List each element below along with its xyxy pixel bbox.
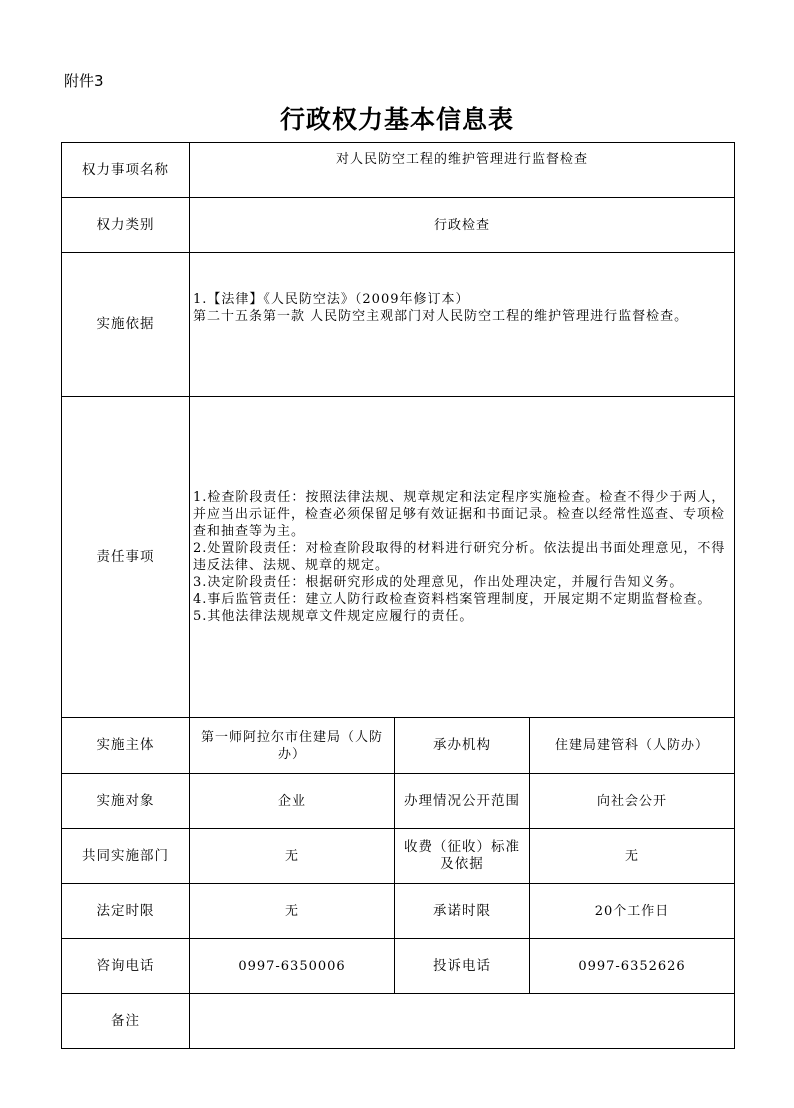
label-target: 实施对象 bbox=[62, 774, 190, 829]
row-phone bbox=[62, 939, 735, 994]
row-remark bbox=[62, 994, 735, 1049]
row-power-name bbox=[62, 143, 735, 198]
row-basis bbox=[62, 253, 735, 397]
value-basis bbox=[190, 253, 735, 397]
label-fee-standard: 收费（征收）标准及依据 bbox=[395, 829, 530, 884]
label-power-name: 权力事项名称 bbox=[62, 143, 190, 198]
value-handling-agency: 住建局建管科（人防办） bbox=[530, 718, 735, 774]
responsibility-line: 1.检查阶段责任：按照法律法规、规章规定和法定程序实施检查。检查不得少于两人，并应当出示证件，检查必须保留足够有效证据和书面记录。检查以经常性巡查、专项检查和抽查等为主。 bbox=[193, 490, 726, 539]
value-consult-phone: 0997-6350006 bbox=[190, 939, 395, 994]
label-responsibility: 责任事项 bbox=[62, 397, 190, 718]
basis-line: 第二十五条第一款 人民防空主观部门对人民防空工程的维护管理进行监督检查。 bbox=[193, 309, 689, 324]
label-joint-department: 共同实施部门 bbox=[62, 829, 190, 884]
row-subject bbox=[62, 718, 735, 774]
value-target: 企业 bbox=[190, 774, 395, 829]
value-subject: 第一师阿拉尔市住建局（人防办） bbox=[190, 718, 395, 774]
info-table bbox=[61, 142, 735, 1049]
responsibility-line: 4.事后监管责任：建立人防行政检查资料档案管理制度，开展定期不定期监督检查。 bbox=[193, 592, 712, 607]
row-joint bbox=[62, 829, 735, 884]
label-subject: 实施主体 bbox=[62, 718, 190, 774]
label-handling-agency: 承办机构 bbox=[395, 718, 530, 774]
value-disclosure-scope: 向社会公开 bbox=[530, 774, 735, 829]
value-legal-time-limit: 无 bbox=[190, 884, 395, 939]
label-consult-phone: 咨询电话 bbox=[62, 939, 190, 994]
value-remark bbox=[190, 994, 735, 1049]
responsibility-line: 3.决定阶段责任：根据研究形成的处理意见，作出处理决定，并履行告知义务。 bbox=[193, 575, 684, 590]
label-disclosure-scope: 办理情况公开范围 bbox=[395, 774, 530, 829]
value-power-category: 行政检查 bbox=[190, 198, 735, 253]
page-title: 行政权力基本信息表 bbox=[279, 105, 514, 134]
value-complaint-phone: 0997-6352626 bbox=[530, 939, 735, 994]
label-promised-time-limit: 承诺时限 bbox=[395, 884, 530, 939]
value-promised-time-limit: 20个工作日 bbox=[530, 884, 735, 939]
label-remark: 备注 bbox=[62, 994, 190, 1049]
value-joint-department: 无 bbox=[190, 829, 395, 884]
label-legal-time-limit: 法定时限 bbox=[62, 884, 190, 939]
label-complaint-phone: 投诉电话 bbox=[395, 939, 530, 994]
label-power-category: 权力类别 bbox=[62, 198, 190, 253]
row-responsibility bbox=[62, 397, 735, 718]
value-power-name: 对人民防空工程的维护管理进行监督检查 bbox=[190, 143, 735, 198]
row-power-category bbox=[62, 198, 735, 253]
row-target bbox=[62, 774, 735, 829]
responsibility-line: 2.处置阶段责任：对检查阶段取得的材料进行研究分析。依法提出书面处理意见，不得违反法律、法规、规章的规定。 bbox=[193, 541, 726, 573]
label-basis: 实施依据 bbox=[62, 253, 190, 397]
responsibility-line: 5.其他法律法规规章文件规定应履行的责任。 bbox=[193, 609, 474, 624]
value-responsibility bbox=[190, 397, 735, 718]
row-time-limit bbox=[62, 884, 735, 939]
basis-line: 1.【法律】《人民防空法》（2009年修订本） bbox=[193, 292, 470, 307]
value-fee-standard: 无 bbox=[530, 829, 735, 884]
attachment-label: 附件3 bbox=[64, 72, 104, 90]
